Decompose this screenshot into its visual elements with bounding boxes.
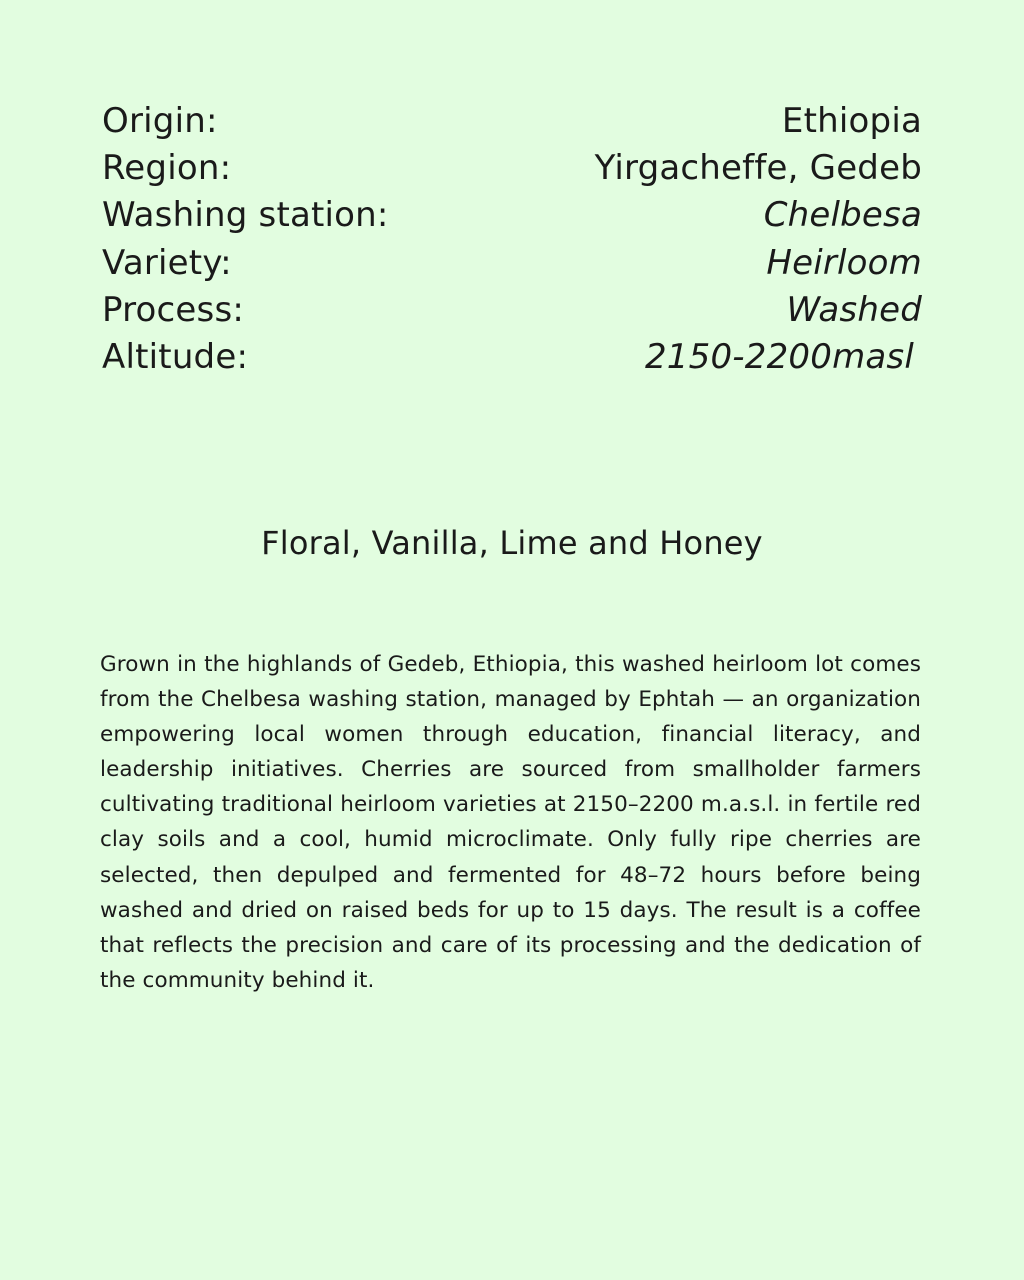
spec-row-process: [102, 287, 922, 334]
spec-value-variety: Heirloom: [766, 242, 922, 283]
spec-value-region: Yirgacheffe, Gedeb: [594, 148, 922, 189]
description-paragraph: Grown in the highlands of Gedeb, Ethiopia, this washed heirloom lot comes from the Chelbesa washing station, managed by Ephtah — an organization empowering local women through education, financial literacy, and leadership initiatives. Cherries are sourced from smallholder farmers cultivating traditional heirloom varieties at 2150–2200 m.a.s.l. in fertile red clay soils and a cool, humid microclimate. Only fully ripe cherries are selected, then depulped and fermented for 48–72 hours before being washed and dried on raised beds for up to 15 days. The result is a coffee that reflects the precision and care of its processing and the dedication of the community behind it.: [100, 652, 921, 993]
spec-row-region: [102, 145, 922, 192]
spec-label-origin: Origin:: [102, 101, 218, 141]
spec-row-origin: [102, 98, 922, 145]
spec-row-variety: [102, 240, 922, 287]
spec-row-altitude: [102, 334, 922, 381]
spec-label-region: Region:: [102, 148, 232, 189]
spec-label-washing-station: Washing station:: [102, 195, 389, 236]
spec-label-altitude: Altitude:: [102, 336, 249, 377]
spec-label-process: Process:: [102, 289, 245, 330]
spec-value-altitude: 2150-2200masl: [644, 336, 914, 377]
flavor-notes-heading: Floral, Vanilla, Lime and Honey: [261, 524, 763, 562]
spec-value-origin: Ethiopia: [781, 101, 922, 141]
spec-label-variety: Variety:: [102, 242, 232, 283]
spec-value-process: Washed: [786, 289, 922, 330]
spec-value-washing-station: Chelbesa: [763, 195, 922, 236]
spec-row-washing-station: [102, 192, 922, 239]
coffee-specs-table: [102, 98, 922, 381]
